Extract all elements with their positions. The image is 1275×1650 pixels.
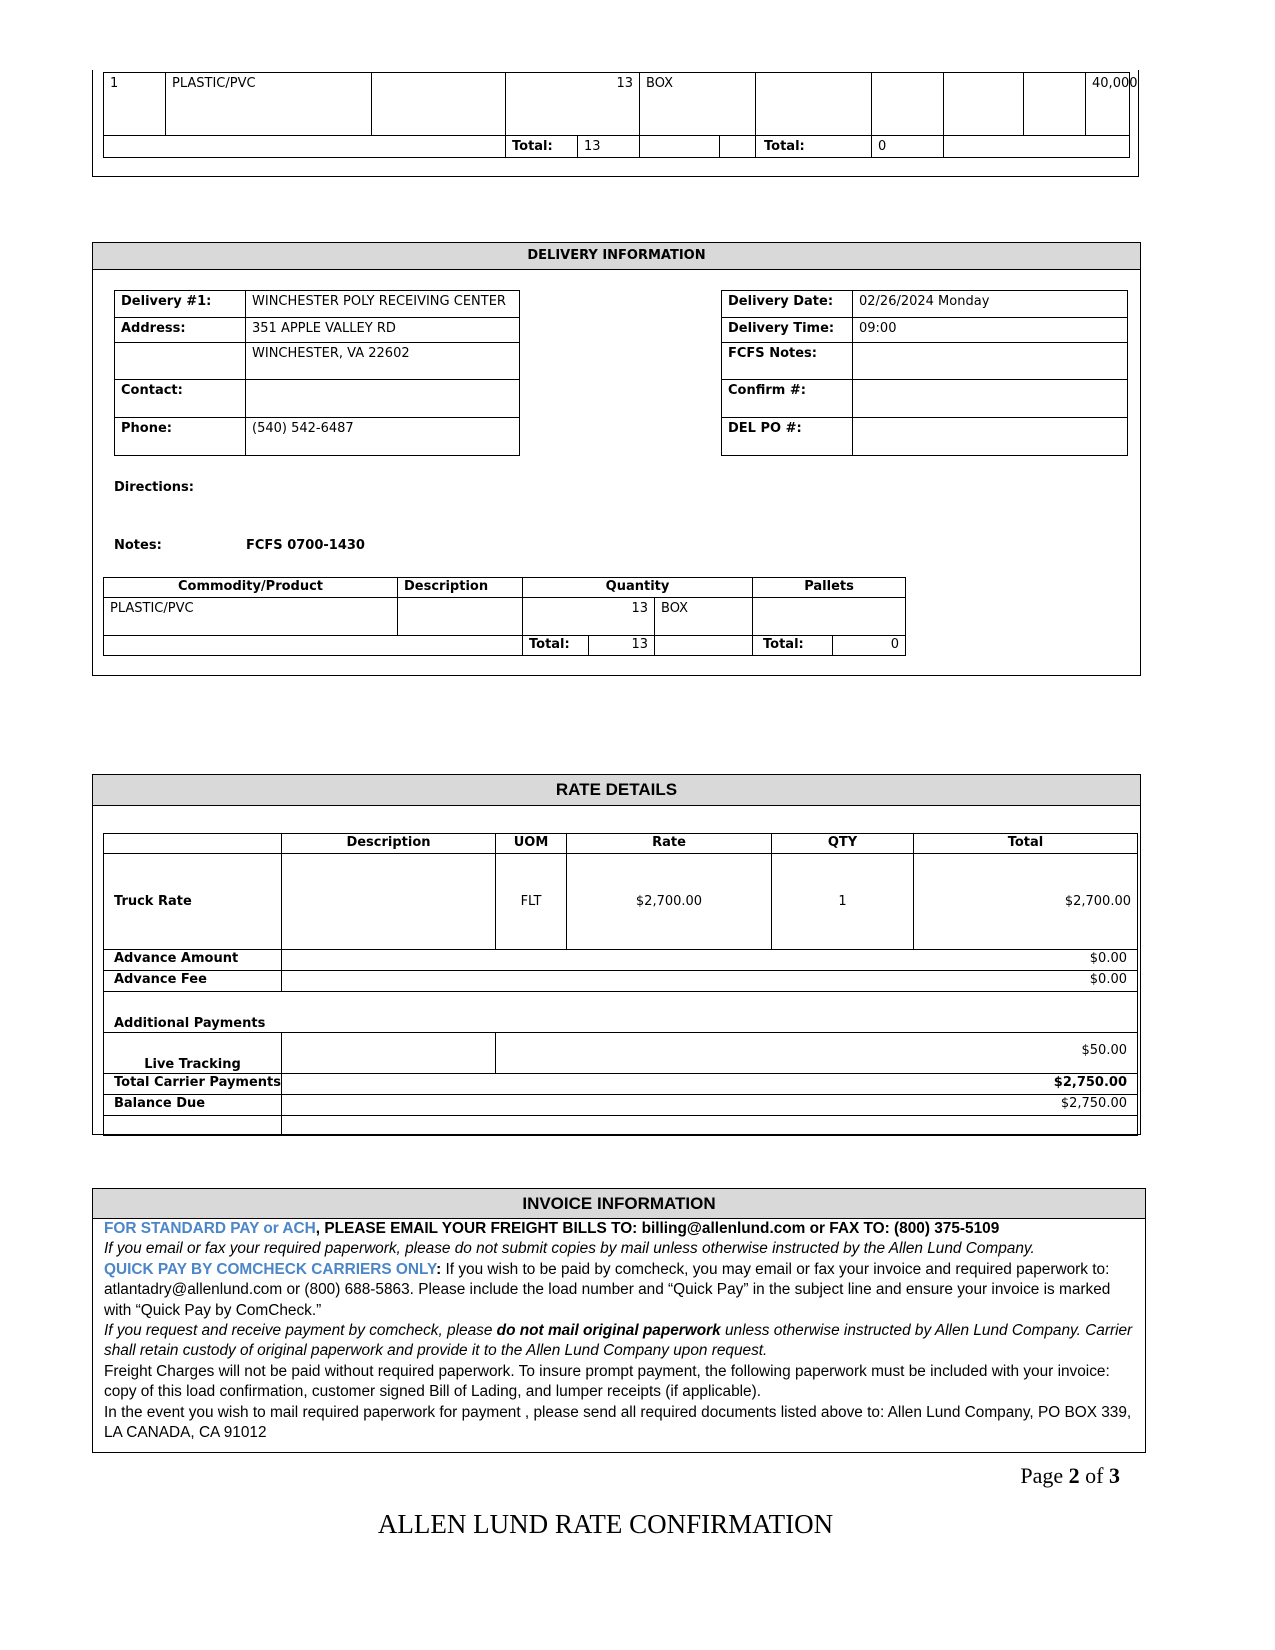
delivery-time-label: Delivery Time: bbox=[722, 318, 853, 343]
live-tracking-value: $50.00 bbox=[496, 1033, 1138, 1074]
delivery-date-label: Delivery Date: bbox=[722, 291, 853, 318]
advance-amount-row bbox=[104, 950, 1138, 971]
quantity-cell: 13 bbox=[506, 73, 640, 136]
total-label: Total: bbox=[753, 636, 833, 656]
advance-fee-row bbox=[104, 971, 1138, 992]
balance-due-value: $2,750.00 bbox=[282, 1095, 1138, 1116]
line-number: 1 bbox=[104, 73, 166, 136]
notes-value: FCFS 0700-1430 bbox=[246, 538, 365, 553]
delivery-commodity-table bbox=[103, 577, 906, 656]
total-pallets: 0 bbox=[833, 636, 906, 656]
delivery-schedule-table bbox=[721, 290, 1128, 456]
delivery-header: DELIVERY INFORMATION bbox=[93, 243, 1140, 270]
mail-note: If you email or fax your required paperwork, please do not submit copies by mail unless otherwise instructed by the Allen Lund Company. bbox=[104, 1240, 1035, 1258]
truck-rate-description bbox=[282, 854, 496, 950]
advance-amount-value: $0.00 bbox=[282, 950, 1138, 971]
directions-label: Directions: bbox=[114, 480, 194, 495]
balance-due-label: Balance Due bbox=[104, 1095, 282, 1116]
total-quantity: 13 bbox=[578, 136, 640, 158]
truck-rate-row bbox=[104, 854, 1138, 950]
commodity-cell: PLASTIC/PVC bbox=[166, 73, 372, 136]
invoice-section bbox=[92, 1188, 1146, 1453]
comcheck-warning: do not mail original paperwork bbox=[496, 1322, 721, 1340]
fcfs-notes-label: FCFS Notes: bbox=[722, 343, 853, 380]
quick-pay-prefix: QUICK PAY BY COMCHECK CARRIERS ONLY bbox=[104, 1260, 437, 1278]
commodity-cell: PLASTIC/PVC bbox=[104, 598, 398, 636]
truck-rate-qty: 1 bbox=[772, 854, 914, 950]
top-commodity-table bbox=[103, 72, 1138, 158]
total-label: Total: bbox=[756, 136, 872, 158]
address-label: Address: bbox=[115, 318, 246, 343]
address-line-1: 351 APPLE VALLEY RD bbox=[246, 318, 520, 343]
address-line-2: WINCHESTER, VA 22602 bbox=[246, 343, 520, 380]
table-row bbox=[104, 598, 906, 636]
confirm-label: Confirm #: bbox=[722, 380, 853, 418]
quantity-cell: 13 bbox=[523, 598, 655, 636]
totals-row bbox=[104, 136, 1130, 158]
additional-payments-label: Additional Payments bbox=[104, 992, 1138, 1033]
mailing-address-text: In the event you wish to mail required paperwork for payment , please send all required documents listed above to: Allen Lund Company, PO BOX 339, LA CANADA, CA 91012 bbox=[104, 1403, 1132, 1442]
standard-pay-text: FOR STANDARD PAY or ACH, PLEASE EMAIL YOUR FREIGHT BILLS TO: billing@allenlund.com or FAX TO: (800) 375-5109 bbox=[104, 1220, 1000, 1237]
phone-label: Phone: bbox=[115, 418, 246, 456]
rate-table bbox=[103, 833, 1138, 1136]
table-row bbox=[104, 73, 1130, 136]
notes-label: Notes: bbox=[114, 538, 162, 553]
del-po-value bbox=[853, 418, 1128, 456]
balance-due-row bbox=[104, 1095, 1138, 1116]
current-page: 2 bbox=[1068, 1463, 1080, 1488]
column-header-total: Total bbox=[914, 834, 1138, 854]
total-label: Total: bbox=[506, 136, 578, 158]
total-carrier-payments-label: Total Carrier Payments bbox=[104, 1074, 282, 1095]
total-carrier-payments-value: $2,750.00 bbox=[282, 1074, 1138, 1095]
delivery-location-table bbox=[114, 290, 520, 456]
column-header-quantity: Quantity bbox=[523, 578, 753, 598]
freight-charges-text: Freight Charges will not be paid without required paperwork. To insure prompt payment, the following paperwork must be included with your invoice: copy of this load confirmation, customer signed Bill of Lading, and lumper receipts (if applicable). bbox=[104, 1362, 1110, 1401]
phone-value: (540) 542-6487 bbox=[246, 418, 520, 456]
total-label: Total: bbox=[523, 636, 589, 656]
page-number: Page 2 of 3 bbox=[1020, 1463, 1120, 1488]
unit-cell: BOX bbox=[655, 598, 753, 636]
header-row bbox=[104, 578, 906, 598]
total-carrier-payments-row bbox=[104, 1074, 1138, 1095]
quick-pay-text: QUICK PAY BY COMCHECK CARRIERS ONLY: If you wish to be paid by comcheck, you may email or fax your invoice and required paperwork to: atlantadry@allenlund.com or (800) 688-5863. Please include the load number and “Quick Pay” in the subject line and ensure your invoice is marked with “Quick Pay by ComCheck.” bbox=[104, 1260, 1111, 1319]
truck-rate-total: $2,700.00 bbox=[914, 854, 1138, 950]
delivery-location-name: WINCHESTER POLY RECEIVING CENTER bbox=[246, 291, 520, 318]
truck-rate-label: Truck Rate bbox=[104, 854, 282, 950]
contact-label: Contact: bbox=[115, 380, 246, 418]
comcheck-text: If you request and receive payment by comcheck, please do not mail original paperwork unless otherwise instructed by Allen Lund Company. Carrier shall retain custody of original paperwork and provide it to the Allen Lund Company upon request. bbox=[104, 1322, 1133, 1360]
advance-amount-label: Advance Amount bbox=[104, 950, 282, 971]
total-pages: 3 bbox=[1109, 1463, 1120, 1488]
total-pallets: 0 bbox=[872, 136, 944, 158]
column-header-qty: QTY bbox=[772, 834, 914, 854]
column-header-commodity: Commodity/Product bbox=[104, 578, 398, 598]
column-header-rate: Rate bbox=[567, 834, 772, 854]
total-quantity: 13 bbox=[589, 636, 655, 656]
description-cell bbox=[398, 598, 523, 636]
contact-value bbox=[246, 380, 520, 418]
fcfs-notes-value bbox=[853, 343, 1128, 380]
invoice-header: INVOICE INFORMATION bbox=[93, 1189, 1145, 1219]
truck-rate-rate: $2,700.00 bbox=[567, 854, 772, 950]
live-tracking-label: Live Tracking bbox=[104, 1033, 282, 1074]
column-header-pallets: Pallets bbox=[753, 578, 906, 598]
column-header-description: Description bbox=[282, 834, 496, 854]
weight-cell: 40,000 bbox=[1086, 73, 1130, 136]
header-row bbox=[104, 834, 1138, 854]
delivery-time-value: 09:00 bbox=[853, 318, 1128, 343]
column-header-description: Description bbox=[398, 578, 523, 598]
pallets-cell bbox=[753, 598, 906, 636]
delivery-date-value: 02/26/2024 Monday bbox=[853, 291, 1128, 318]
rate-header: RATE DETAILS bbox=[93, 775, 1140, 806]
delivery-number-label: Delivery #1: bbox=[115, 291, 246, 318]
truck-rate-uom: FLT bbox=[496, 854, 567, 950]
advance-fee-label: Advance Fee bbox=[104, 971, 282, 992]
additional-payments-row bbox=[104, 992, 1138, 1033]
del-po-label: DEL PO #: bbox=[722, 418, 853, 456]
invoice-body bbox=[93, 1219, 1145, 1443]
standard-pay-prefix: FOR STANDARD PAY or ACH bbox=[104, 1220, 316, 1237]
column-header-uom: UOM bbox=[496, 834, 567, 854]
document-title: ALLEN LUND RATE CONFIRMATION bbox=[377, 1509, 834, 1539]
unit-cell: BOX bbox=[640, 73, 756, 136]
confirm-value bbox=[853, 380, 1128, 418]
advance-fee-value: $0.00 bbox=[282, 971, 1138, 992]
totals-row bbox=[104, 636, 906, 656]
live-tracking-row bbox=[104, 1033, 1138, 1074]
